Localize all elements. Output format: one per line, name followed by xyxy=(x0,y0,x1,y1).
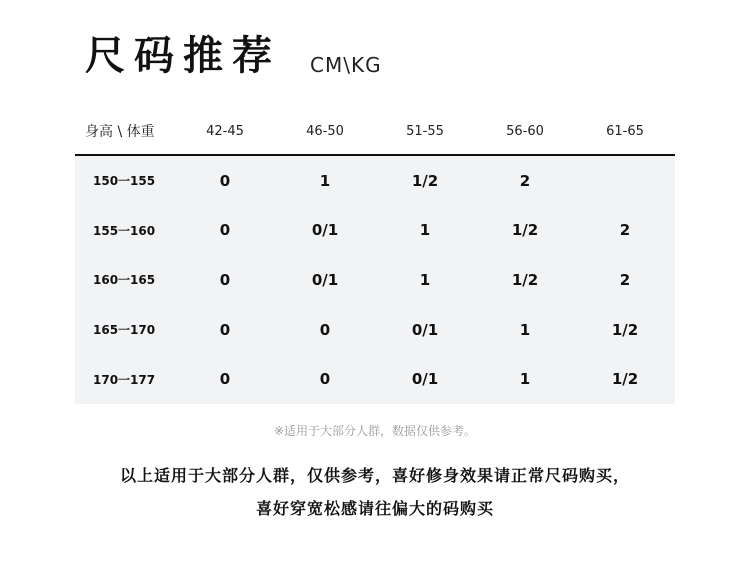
fit-advice-line-1: 以上适用于大部分人群，仅供参考，喜好修身效果请正常尺码购买， xyxy=(119,466,630,485)
size-cell: 1/2 xyxy=(611,370,639,389)
size-cell: 1 xyxy=(419,270,431,289)
height-range-label: 165一170 xyxy=(93,323,156,338)
table-row xyxy=(75,155,675,206)
column-header: 51-55 xyxy=(406,123,444,139)
fit-advice-line-2: 喜好穿宽松感请往偏大的码购买 xyxy=(255,499,494,518)
size-cell: 0 xyxy=(219,320,231,339)
size-table-container xyxy=(75,108,675,404)
size-cell: 2 xyxy=(519,171,531,190)
size-cell: 1 xyxy=(419,221,431,240)
page-title: 尺码推荐 xyxy=(85,33,281,79)
height-range-label: 170一177 xyxy=(93,372,156,387)
column-header: 42-45 xyxy=(206,123,244,139)
column-header: 61-65 xyxy=(606,123,644,139)
size-cell: 0/1 xyxy=(411,370,439,389)
reference-note: ※适用于大部分人群，数据仅供参考。 xyxy=(273,424,477,438)
size-cell: 0 xyxy=(319,370,331,389)
size-cell: 0/1 xyxy=(411,320,439,339)
row-header-label: 身高 \ 体重 xyxy=(85,124,155,140)
height-range-label: 155一160 xyxy=(93,223,156,238)
size-cell: 1/2 xyxy=(511,221,539,240)
size-cell: 0 xyxy=(219,270,231,289)
size-cell: 2 xyxy=(619,221,631,240)
size-cell: 1 xyxy=(319,171,331,190)
size-cell: 0 xyxy=(219,221,231,240)
column-header: 56-60 xyxy=(506,123,544,139)
height-range-label: 150一155 xyxy=(93,174,156,189)
size-cell: 0/1 xyxy=(311,221,339,240)
table-row xyxy=(75,354,675,404)
table-row xyxy=(75,255,675,305)
size-table xyxy=(75,108,675,404)
table-header-row xyxy=(75,108,675,155)
size-cell: 1/2 xyxy=(411,171,439,190)
height-range-label: 160一165 xyxy=(93,273,156,288)
size-cell: 1 xyxy=(519,370,531,389)
column-header: 46-50 xyxy=(306,123,344,139)
size-cell: 0 xyxy=(219,370,231,389)
table-row xyxy=(75,206,675,256)
size-cell: 0/1 xyxy=(311,270,339,289)
size-cell: 1/2 xyxy=(511,270,539,289)
size-cell: 1 xyxy=(519,320,531,339)
size-cell: 2 xyxy=(619,270,631,289)
size-cell: 1/2 xyxy=(611,320,639,339)
table-row xyxy=(75,305,675,355)
unit-label: CM\KG xyxy=(310,53,382,77)
size-cell xyxy=(575,155,675,206)
size-cell: 0 xyxy=(219,171,231,190)
size-cell: 0 xyxy=(319,320,331,339)
